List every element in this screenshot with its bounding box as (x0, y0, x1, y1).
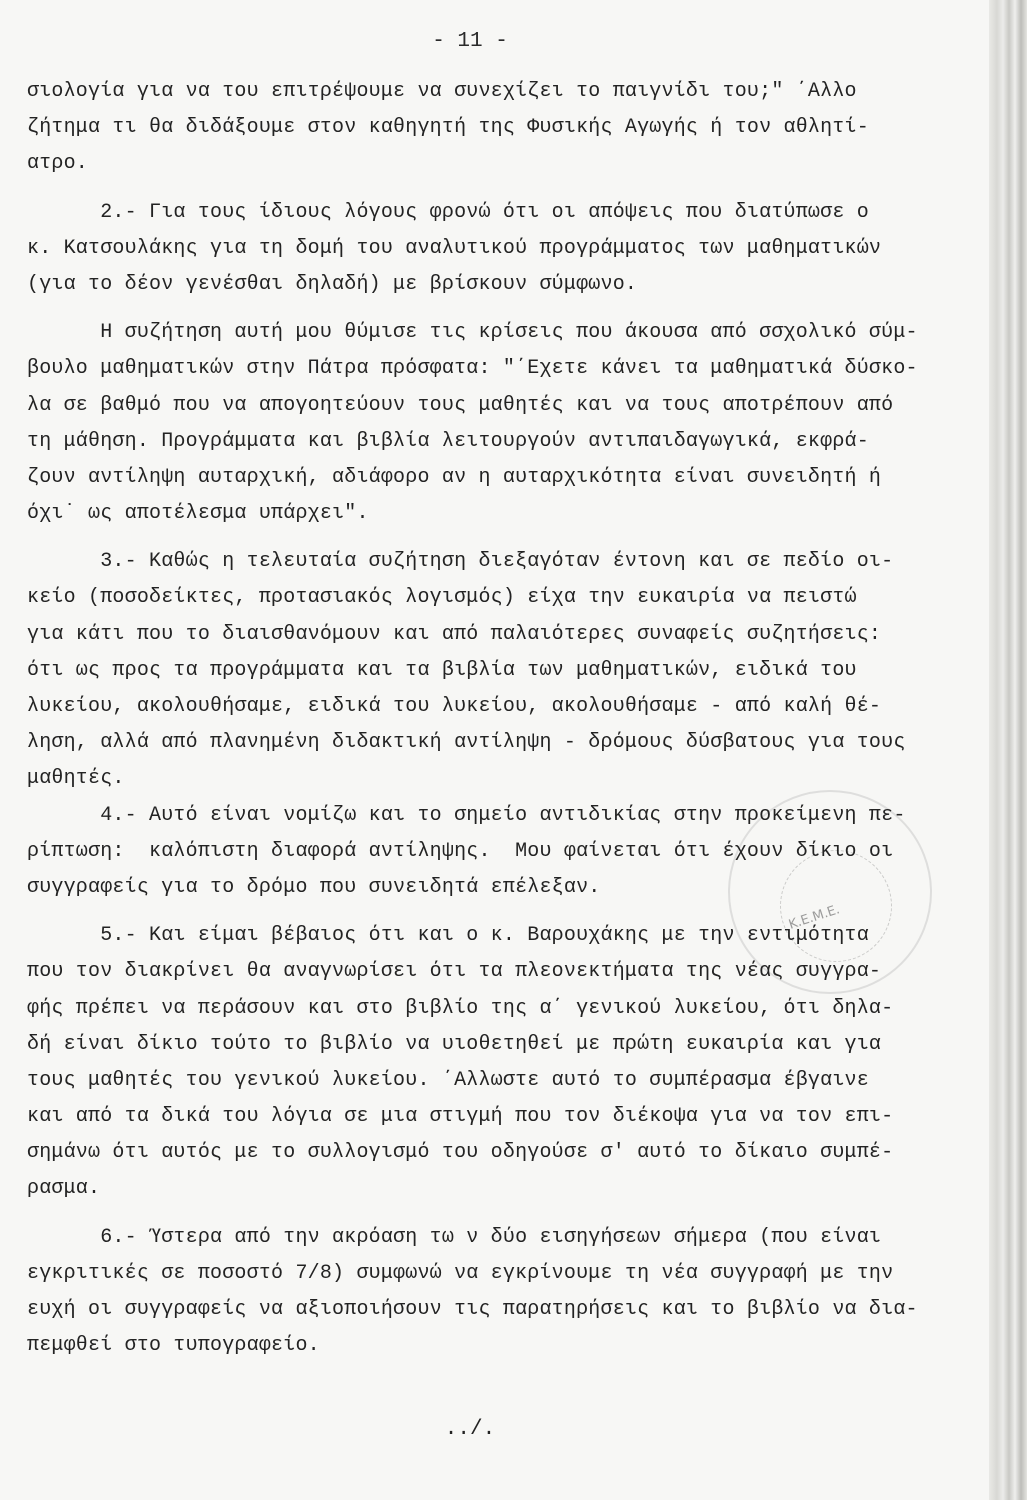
text-line: ευχή οι συγγραφείς να αξιοποιήσουν τις παρατηρήσεις και το βιβλίο να δια- (27, 1298, 918, 1321)
text-line: ρίπτωση: καλόπιστη διαφορά αντίληψης. Μου φαίνεται ότι έχουν δίκιο οι (27, 839, 894, 863)
continuation-mark: ../. (444, 1418, 496, 1441)
text-line: (για το δέον γενέσθαι δηλαδή) με βρίσκουν σύμφωνο. (27, 272, 638, 296)
page-number: - 11 - (432, 30, 508, 53)
binding-edge (989, 0, 1027, 1500)
text-line: Η συζήτηση αυτή μου θύμισε τις κρίσεις που άκουσα από σσχολικό σύμ- (27, 321, 918, 345)
text-line: κείο (ποσοδείκτες, προτασιακός λογισμός) είχα την ευκαιρία να πειστώ (27, 586, 857, 610)
text-line: τη μάθηση. Προγράμματα και βιβλία λειτουργούν αντιπαιδαγωγικά, εκφρά- (27, 429, 869, 453)
text-line: ατρο. (27, 152, 89, 176)
text-line: μαθητές. (27, 767, 125, 791)
text-line: ρασμα. (27, 1177, 101, 1201)
text-line: κ. Κατσουλάκης για τη δομή του αναλυτικού προγράμματος των μαθηματικών (27, 236, 882, 260)
text-line: ότι ως προς τα προγράμματα και τα βιβλία των μαθηματικών, ειδικά του (27, 658, 857, 682)
text-line: πεμφθεί στο τυπογραφείο. (27, 1334, 320, 1358)
stamp-text: Κ.Ε.Μ.Ε. (786, 902, 842, 933)
text-line: για κάτι που το διαισθανόμουν και από παλαιότερες συναφείς συζητήσεις: (27, 622, 882, 646)
text-line: 2.- Για τους ίδιους λόγους φρονώ ότι οι απόψεις που διατύπωσε ο (27, 200, 869, 224)
text-line: ληση, αλλά από πλανημένη διδακτική αντίληψη - δρόμους δύσβατους για τους (27, 731, 906, 755)
text-line: 6.- Ύστερα από την ακρόαση τω ν δύο εισηγήσεων σήμερα (που είναι (27, 1225, 882, 1249)
text-line: όχι˙ ως αποτέλεσμα υπάρχει". (27, 502, 369, 526)
text-line: 3.- Καθώς η τελευταία συζήτηση διεξαγόταν έντονη και σε πεδίο οι- (27, 550, 894, 574)
text-line: φής πρέπει να περάσουν και στο βιβλίο της α΄ γενικού λυκείου, ότι δηλα- (27, 996, 894, 1020)
text-line: που τον διακρίνει θα αναγνωρίσει ότι τα πλεονεκτήματα της νέας συγγρα- (27, 960, 882, 984)
text-line: συγγραφείς για το δρόμο που συνειδητά επέλεξαν. (27, 875, 601, 899)
body-text (27, 74, 982, 1364)
text-line: εγκριτικές σε ποσοστό 7/8) συμφωνώ να εγκρίνουμε τη νέα συγγραφή με την (27, 1261, 894, 1285)
text-line: τους μαθητές του γενικού λυκείου. ΄Αλλωστε αυτό το συμπέρασμα έβγαινε (27, 1068, 869, 1092)
text-line: ζουν αντίληψη αυταρχική, αδιάφορο αν η αυταρχικότητα είναι συνειδητή ή (27, 465, 882, 489)
text-line: λα σε βαθμό που να απογοητεύουν τους μαθητές και να τους αποτρέπουν από (27, 393, 894, 417)
text-line: και από τα δικά του λόγια σε μια στιγμή που τον διέκοψα για να τον επι- (27, 1105, 894, 1129)
text-line: ζήτημα τι θα διδάξουμε στον καθηγητή της Φυσικής Αγωγής ή τον αθλητί- (27, 116, 869, 140)
text-line: σιολογία για να του επιτρέψουμε να συνεχίζει το παιγνίδι του;" ΄Αλλο (27, 80, 857, 103)
text-line: λυκείου, ακολουθήσαμε, ειδικά του λυκείου, ακολουθήσαμε - από καλή θέ- (27, 695, 882, 718)
text-line: δή είναι δίκιο τούτο το βιβλίο να υιοθετηθεί με πρώτη ευκαιρία και για (27, 1032, 882, 1056)
text-line: 4.- Αυτό είναι νομίζω και το σημείο αντιδικίας στην προκείμενη πε- (27, 803, 906, 827)
text-line: βουλο μαθηματικών στην Πάτρα πρόσφατα: "΄Εχετε κάνει τα μαθηματικά δύσκο- (27, 357, 918, 381)
text-line: σημάνω ότι αυτός με το συλλογισμό του οδηγούσε σ' αυτό το δίκαιο συμπέ- (27, 1141, 894, 1165)
text-line: 5.- Και είμαι βέβαιος ότι και ο κ. Βαρουχάκης με την εντιμότητα (27, 924, 869, 948)
